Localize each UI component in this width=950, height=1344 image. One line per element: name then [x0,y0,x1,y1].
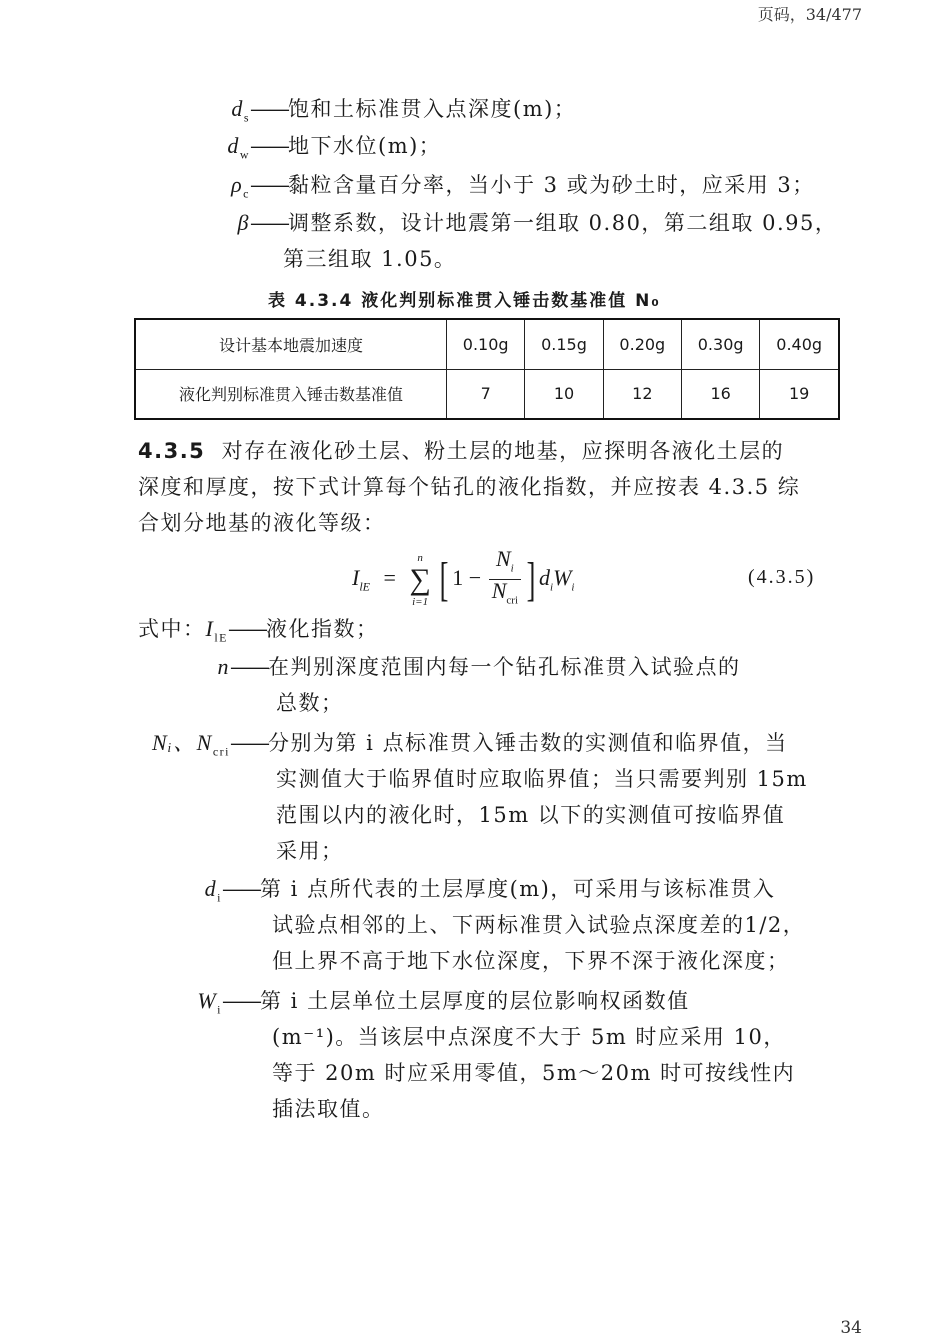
section-number: 4.3.5 [138,439,206,463]
where-item-di-cont-2: 但上界不高于地下水位深度，下界不深于液化深度； [272,949,790,973]
table-cell: 19 [760,369,839,419]
table-cell: 16 [681,369,759,419]
table-row [135,369,839,419]
def-beta: β——调整系数，设计地震第一组取 0.80，第二组取 0.95， [237,210,838,235]
where-item-wi-cont-2: 等于 20m 时应采用零值，5m～20m 时可按线性内 [272,1061,796,1085]
table-cell: 0.30g [681,319,759,369]
fraction: $N_i$ $N_{cri}$ [489,548,521,612]
def-ds: $d_s——$饱和土标准贯入点深度(m)； [231,96,577,125]
where-item-n-cont: 总数； [276,691,344,715]
where-item-wi-cont-1: (m⁻¹)。当该层中点深度不大于 5m 时应采用 10， [272,1025,786,1049]
formula-4-3-5: $I_{lE}$ = n ∑ i=1 [ 1 − $N_i$ $N_{cri}$ ] $d_iW_i$ [352,548,574,608]
where-item-n: n——在判别深度范围内每一个钻孔标准贯入试验点的 [217,654,741,679]
section-line-2: 深度和厚度，按下式计算每个钻孔的液化指数，并应按表 4.3.5 综 [138,475,801,499]
table-cell: 0.20g [603,319,681,369]
where-item-di: $d_i——$第 i 点所代表的土层厚度(m)，可采用与该标准贯入 [204,876,776,905]
where-item-di-cont-1: 试验点相邻的上、下两标准贯入试验点深度差的1/2， [272,913,806,937]
table-cell: 0.15g [525,319,603,369]
summation: n ∑ i=1 [409,551,431,608]
def-dw: $d_w——$地下水位(m)； [227,133,442,162]
section-line-1: 4.3.5 对存在液化砂土层、粉土层的地基，应探明各液化土层的 [138,439,785,463]
table-cell: 0.40g [760,319,839,369]
where-item-ni-cont-1: 实测值大于临界值时应取临界值；当只需要判别 15m [276,767,808,791]
section-line-3: 合划分地基的液化等级： [138,511,386,535]
where-item-wi: $W_i——$第 i 土层单位土层厚度的层位影响权函数值 [197,988,690,1017]
page-number: 34 [840,1318,862,1338]
table-caption: 表 4.3.4 液化判别标准贯入锤击数基准值 N₀ [268,291,661,311]
table-cell: 液化判别标准贯入锤击数基准值 [135,369,447,419]
page-code-header: 页码，34/477 [757,5,862,24]
formula-number: (4.3.5) [748,566,816,588]
def-beta-cont: 第三组取 1.05。 [283,247,457,271]
table-row [135,319,839,369]
where-item-ni-cont-2: 范围以内的液化时，15m 以下的实测值可按临界值 [276,803,786,827]
table-cell: 设计基本地震加速度 [135,319,447,369]
table-cell: 7 [447,369,525,419]
table-cell: 12 [603,369,681,419]
liquefaction-table [134,318,840,420]
where-item-ni-ncri: Nᵢ、$N_{cri}——$分别为第 i 点标准贯入锤击数的实测值和临界值，当 [152,730,788,759]
where-item-ni-cont-3: 采用； [276,839,344,863]
def-rho-c: $\rho_c——$黏粒含量百分率，当小于 3 或为砂土时，应采用 3； [231,172,815,201]
table-cell: 10 [525,369,603,419]
where-item-ile: 式中：$I_{lE}——$液化指数； [138,616,379,645]
where-item-wi-cont-3: 插法取值。 [272,1097,385,1121]
table-cell: 0.10g [447,319,525,369]
